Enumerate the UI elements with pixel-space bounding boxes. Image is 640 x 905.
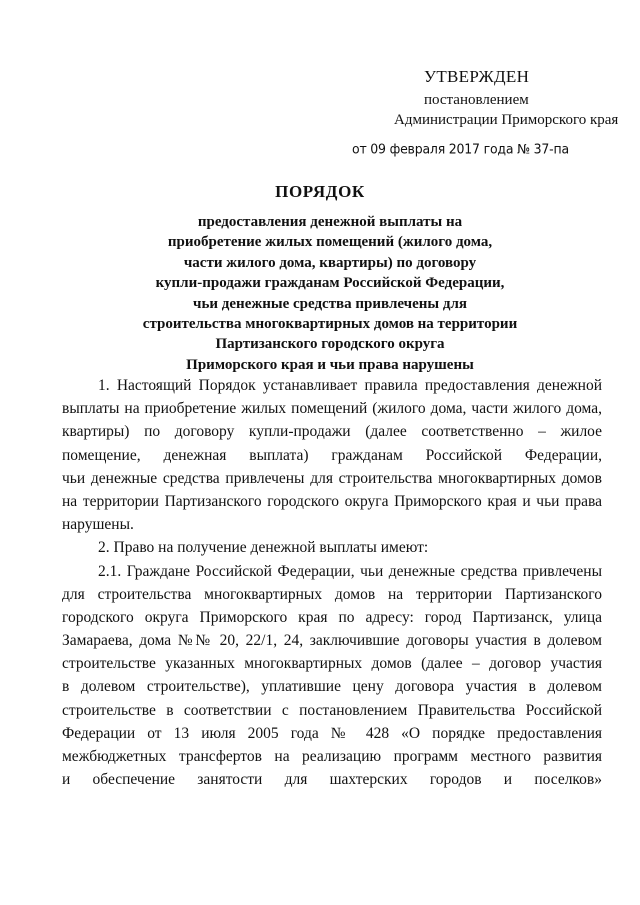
paragraph-line: на территории Партизанского городского округа Приморского края и чьи права <box>62 492 602 510</box>
paragraph-1 <box>62 374 602 536</box>
subtitle-line: чьи денежные средства привлечены для <box>193 295 467 312</box>
paragraph-line: Федерации от 13 июля 2005 года № 428 «О порядке предоставления <box>62 724 602 742</box>
paragraph-line: нарушены. <box>62 516 134 534</box>
paragraph-line: Замараева, дома №№ 20, 22/1, 24, заключившие договоры участия в долевом <box>62 632 602 650</box>
approval-title: УТВЕРЖДЕН <box>424 67 530 86</box>
paragraph-line: строительстве в соответствии с постановлением Правительства Российской <box>62 701 602 719</box>
subtitle-line: части жилого дома, квартиры) по договору <box>183 254 477 271</box>
paragraph-line: 1. Настоящий Порядок устанавливает правила предоставления денежной <box>98 377 602 394</box>
subtitle-line: строительства многоквартирных домов на территории <box>142 316 518 333</box>
paragraph-line: в долевом строительстве), уплатившие цену договора участия в долевом <box>62 678 602 696</box>
approval-date-number: от 09 февраля 2017 года № 37-па <box>352 141 569 157</box>
subtitle-line: Приморского края и чьи права нарушены <box>186 356 474 373</box>
paragraph-2 <box>62 536 602 559</box>
document-title: ПОРЯДОК <box>275 182 365 201</box>
paragraph-line: 2.1. Граждане Российской Федерации, чьи денежные средства привлечены <box>98 562 602 580</box>
paragraph-line: межбюджетных трансфертов на реализацию программ местного развития <box>62 748 602 765</box>
approval-block <box>340 66 620 158</box>
paragraph-line: городского округа Приморского края по адресу: город Партизанск, улица <box>62 608 602 626</box>
paragraph-line: квартиры) по договору купли-продажи (далее соответственно – жилое <box>62 423 602 441</box>
subtitle-line: предоставления денежной выплаты на <box>197 214 463 230</box>
subtitle-line: приобретение жилых помещений (жилого дома, <box>167 234 493 251</box>
paragraph-line: и обеспечение занятости для шахтерских городов и поселков» <box>62 771 602 789</box>
approval-line-1: постановлением <box>424 92 529 108</box>
approval-line-2: Администрации Приморского края <box>394 112 619 128</box>
paragraph-line: чьи денежные средства привлечены для строительства многоквартирных домов <box>62 469 602 487</box>
subtitle-line: Партизанского городского округа <box>215 336 445 353</box>
paragraph-line: для строительства многоквартирных домов на территории Партизанского <box>62 585 602 603</box>
paragraph-line: помещение, денежная выплата) гражданам Российской Федерации, <box>62 446 602 464</box>
paragraph-line: выплаты на приобретение жилых помещений (жилого дома, части жилого дома, <box>62 400 602 418</box>
paragraph-line: строительстве указанных многоквартирных домов (далее – договор участия <box>62 655 602 673</box>
paragraph-2-1 <box>62 560 602 792</box>
paragraph-line: 2. Право на получение денежной выплаты имеют: <box>98 539 429 557</box>
subtitle-line: купли-продажи гражданам Российской Федерации, <box>155 275 505 292</box>
document-subtitle <box>100 212 560 375</box>
document-body <box>62 374 602 791</box>
